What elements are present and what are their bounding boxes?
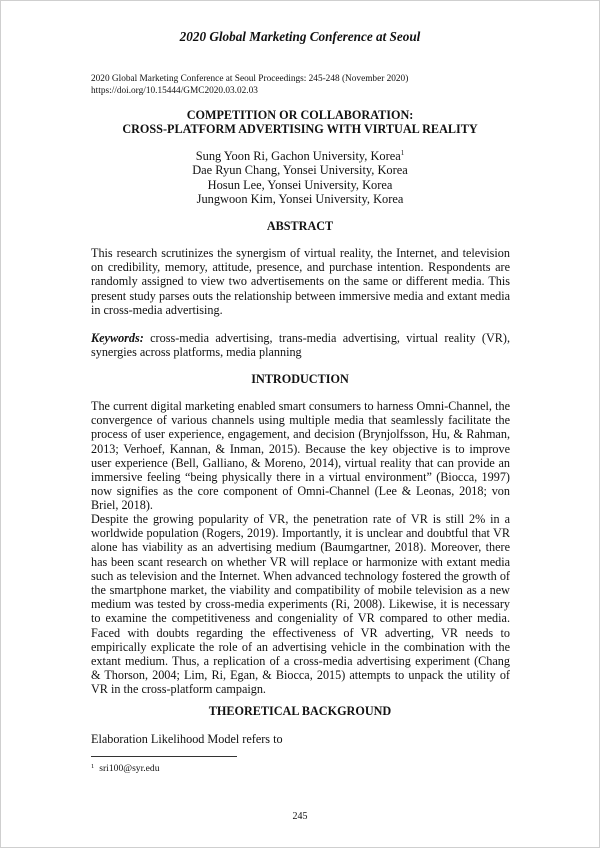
- abstract-text: This research scrutinizes the synergism of virtual reality, the Internet, and television on credibility, memory, attitude, presence, and purchase intention. Respondents are randomly assigned to view two advertisements on the same or different media. This present study parses outs the relationship between immersive media and extant media in cross-media advertising.: [91, 246, 510, 317]
- footnote-marker: 1: [400, 149, 405, 157]
- author-name: Sung Yoon Ri, Gachon University, Korea: [195, 149, 401, 163]
- author-4: Jungwoon Kim, Yonsei University, Korea: [196, 192, 404, 207]
- title-line-2: CROSS-PLATFORM ADVERTISING WITH VIRTUAL REALITY: [122, 122, 478, 136]
- proceedings-citation: 2020 Global Marketing Conference at Seoul Proceedings: 245-248 (November 2020): [91, 74, 409, 84]
- author-3: Hosun Lee, Yonsei University, Korea: [207, 177, 393, 192]
- theoretical-background-text: Elaboration Likelihood Model refers to: [91, 732, 283, 746]
- keywords-label: Keywords:: [91, 331, 144, 345]
- author-1: [0, 149, 600, 163]
- page-number: 245: [292, 811, 308, 822]
- title-line-1: COMPETITION OR COLLABORATION:: [186, 108, 414, 122]
- running-header: 2020 Global Marketing Conference at Seoul: [179, 29, 421, 44]
- footnote-email[interactable]: sri100@syr.edu: [99, 763, 160, 774]
- keywords-text: cross-media advertising, trans-media advertising, virtual reality (VR), synergies across platforms, media planning: [91, 331, 510, 360]
- paper-title: [0, 108, 600, 136]
- keywords: [91, 331, 510, 359]
- introduction-heading: INTRODUCTION: [251, 372, 349, 386]
- abstract-heading: ABSTRACT: [266, 219, 334, 233]
- publication-meta: [91, 74, 408, 97]
- footnote-number: 1: [91, 763, 95, 770]
- footnote: [91, 763, 160, 774]
- introduction-paragraph-2: Despite the growing popularity of VR, the penetration rate of VR is still 2% in a worldwide population (Rogers, 2019). Importantly, it is unclear and doubtful that VR alone has viability as an advertising medium (Baumgartner, 2018). Moreover, there has been scant research on whether VR will replace or harmonize with extant media such as television and the Internet. When advanced technology fostered the growth of the smartphone market, the viability and compatibility of mobile television as a new medium was tested by cross-media experiments (Ri, 2008). Likewise, it is necessary to examine the competitiveness and congeniality of VR compared to other media. Faced with doubts regarding the effectiveness of VR adverting, VR needs to empirically explicate the role of an advertising vehicle in the combination with the extant medium. Thus, a replication of a cross-media advertising experiment (Chang & Thorson, 2004; Lim, Ri, Egan, & Biocca, 2015) attempts to unpack the utility of VR in the cross-platform campaign.: [91, 512, 510, 697]
- theoretical-background-heading: THEORETICAL BACKGROUND: [208, 704, 392, 718]
- author-list: [0, 149, 600, 207]
- footnote-separator: [91, 756, 237, 757]
- doi-link[interactable]: https://doi.org/10.15444/GMC2020.03.02.03: [91, 85, 258, 96]
- author-2: Dae Ryun Chang, Yonsei University, Korea: [192, 163, 408, 178]
- introduction-paragraph-1: The current digital marketing enabled smart consumers to harness Omni-Channel, the convergence of various channels using multiple media that seamlessly facilitate the process of user experience, engagement, and decision (Brynjolfsson, Hu, & Rahman, 2013; Verhoef, Kannan, & Inman, 2015). Because the key objective is to improve user experience (Bell, Galliano, & Moreno, 2014), virtual reality that can provide an immersive feeling “being physically there in a virtual environment” (Biocca, 1997) now signifies as the core component of Omni-Channel (Lee & Leonas, 2018; von Briel, 2018).: [91, 399, 510, 513]
